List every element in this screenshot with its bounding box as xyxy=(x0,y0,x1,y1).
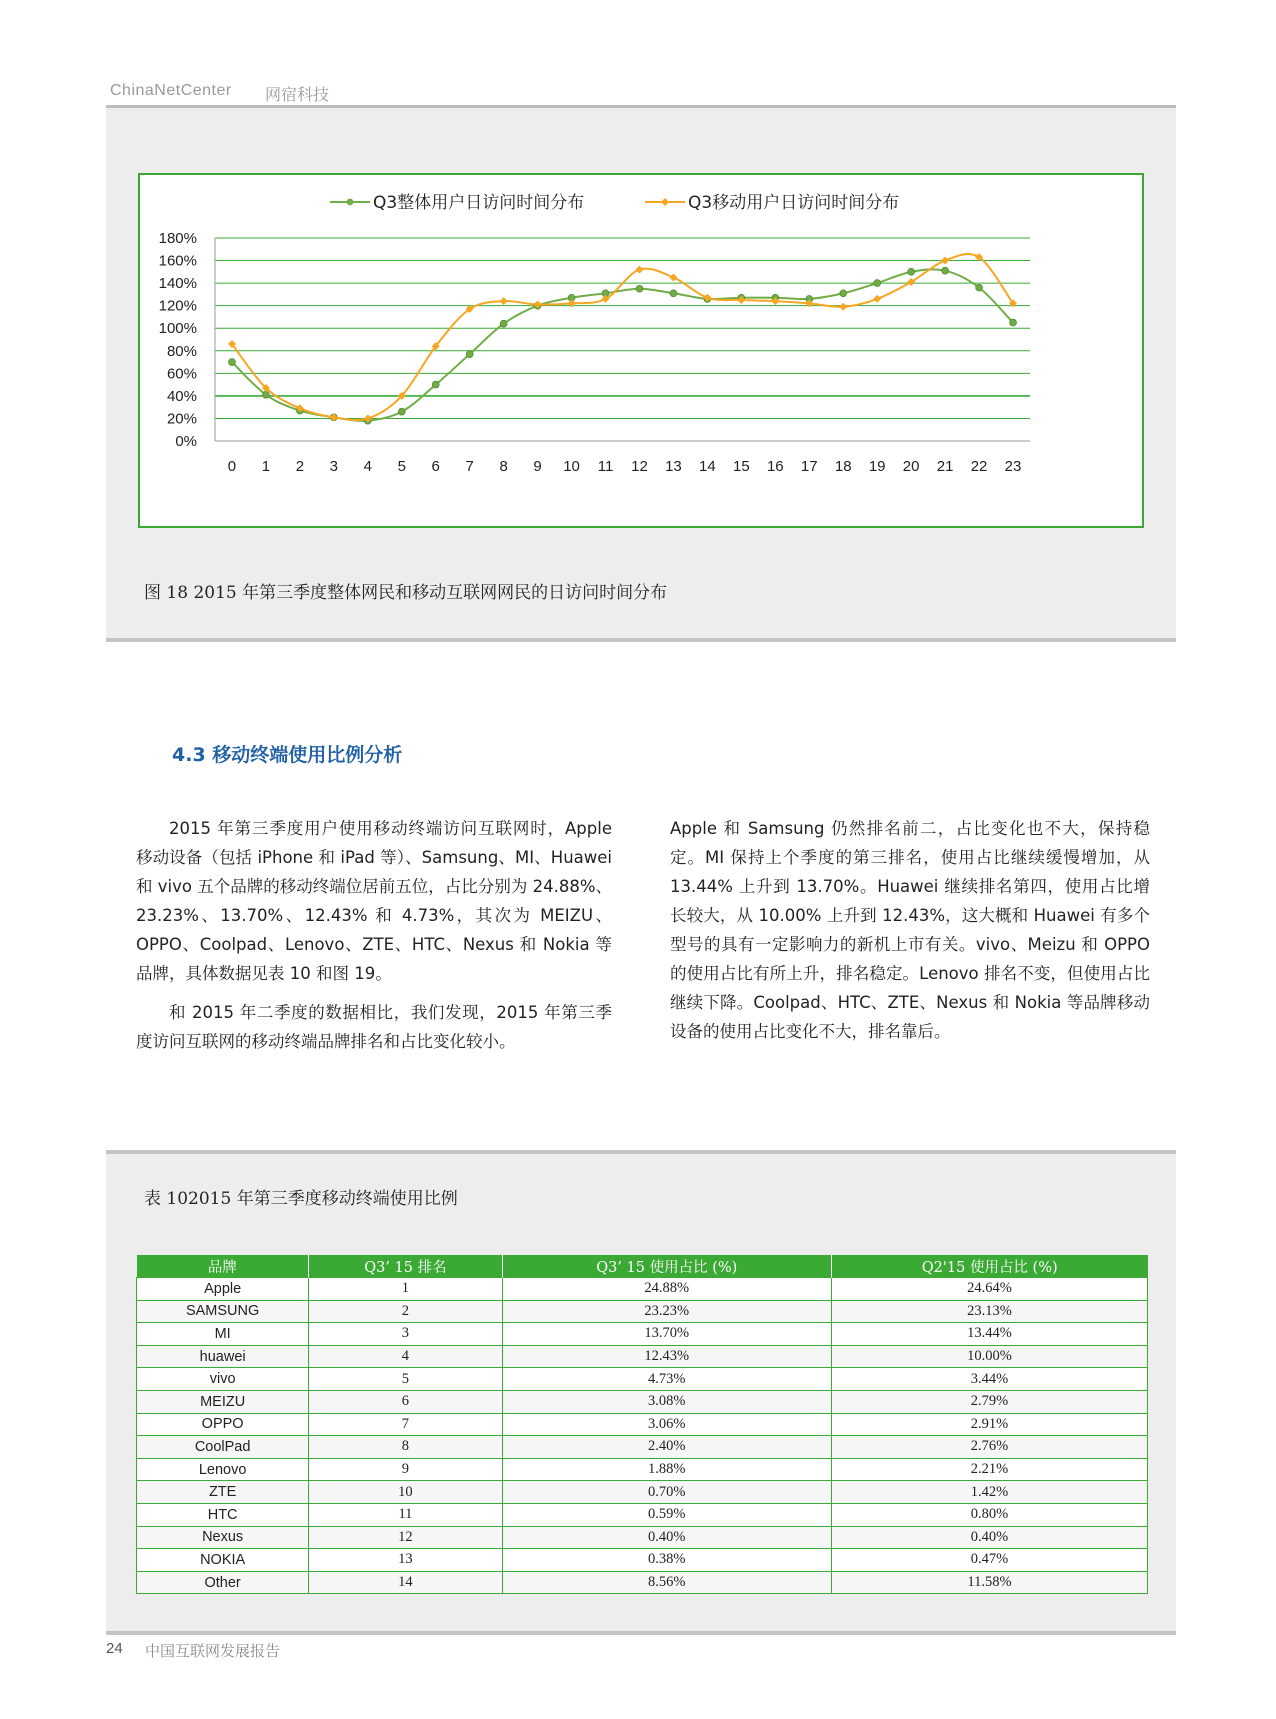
value-cell: 0.80% xyxy=(831,1503,1147,1526)
paragraph: Apple 和 Samsung 仍然排名前二，占比变化也不大，保持稳定。MI 保持上个季度的第三排名，使用占比继续缓慢增加，从 13.44% 上升到 13.70%。Huawei 继续排名第四，使用占比增长较大，从 10.00% 上升到 12.43%，这大概和 Huawei 有多个型号的具有一定影响力的新机上市有关。vivo、Meizu 和 OPPO 的使用占比有所上升，排名稳定。Lenovo 排名不变，但使用占比继续下降。Coolpad、HTC、ZTE、Nexus 和 Nokia 等品牌移动设备的使用占比变化不大，排名靠后。 xyxy=(670,819,1150,1041)
brand-cell: OPPO xyxy=(137,1413,309,1436)
line-chart xyxy=(138,173,1144,528)
value-cell: 10 xyxy=(309,1481,502,1504)
header-brand-en: ChinaNetCenter xyxy=(110,82,232,99)
x-tick-label: 19 xyxy=(868,458,886,475)
brand-cell: Other xyxy=(137,1571,309,1594)
value-cell: 13.70% xyxy=(502,1323,831,1346)
value-cell: 23.23% xyxy=(502,1300,831,1323)
footer-title: 中国互联网发展报告 xyxy=(145,1642,281,1660)
table-row xyxy=(137,1345,1148,1368)
value-cell: 0.38% xyxy=(502,1549,831,1572)
y-tick-label: 60% xyxy=(166,365,197,383)
value-cell: 2.40% xyxy=(502,1436,831,1459)
table-row xyxy=(137,1368,1148,1391)
value-cell: 6 xyxy=(309,1390,502,1413)
series-point xyxy=(976,284,983,291)
series-point xyxy=(466,351,473,358)
x-tick-label: 18 xyxy=(834,458,852,475)
series-point xyxy=(636,285,643,292)
value-cell: 24.88% xyxy=(502,1278,831,1301)
value-cell: 13 xyxy=(309,1549,502,1572)
value-cell: 13.44% xyxy=(831,1323,1147,1346)
table-row xyxy=(137,1526,1148,1549)
table-caption: 表 102015 年第三季度移动终端使用比例 xyxy=(144,1189,458,1209)
x-tick-label: 1 xyxy=(261,458,271,475)
value-cell: 12 xyxy=(309,1526,502,1549)
value-cell: 2.21% xyxy=(831,1458,1147,1481)
header-cell: Q3’ 15 使用占比 (%) xyxy=(502,1255,831,1278)
series-point xyxy=(229,359,236,366)
series-line xyxy=(232,269,1013,421)
y-tick-label: 80% xyxy=(166,342,197,360)
legend-label: Q3整体用户日访问时间分布 xyxy=(373,193,585,213)
y-tick-label: 0% xyxy=(175,433,197,450)
y-tick-label: 100% xyxy=(158,320,197,338)
table-row xyxy=(137,1436,1148,1459)
y-tick-label: 180% xyxy=(158,230,197,247)
value-cell: 0.47% xyxy=(831,1549,1147,1572)
legend-swatch-marker xyxy=(661,198,669,206)
x-tick-label: 14 xyxy=(699,458,716,475)
x-tick-label: 2 xyxy=(295,458,305,475)
series-point xyxy=(941,257,949,265)
value-cell: 2.79% xyxy=(831,1390,1147,1413)
value-cell: 24.64% xyxy=(831,1278,1147,1301)
value-cell: 7 xyxy=(309,1413,502,1436)
value-cell: 3.06% xyxy=(502,1413,831,1436)
value-cell: 12.43% xyxy=(502,1345,831,1368)
header-brand-cn: 网宿科技 xyxy=(265,85,330,104)
table-header-row xyxy=(137,1255,1148,1278)
brand-cell: HTC xyxy=(137,1503,309,1526)
series-point xyxy=(500,320,507,327)
brand-cell: Lenovo xyxy=(137,1458,309,1481)
x-tick-label: 12 xyxy=(631,458,648,475)
brand-cell: ZTE xyxy=(137,1481,309,1504)
table-panel xyxy=(106,1150,1176,1635)
x-tick-label: 10 xyxy=(563,458,580,475)
brand-cell: huawei xyxy=(137,1345,309,1368)
table-row xyxy=(137,1571,1148,1594)
table-row xyxy=(137,1413,1148,1436)
series-point xyxy=(568,299,576,307)
x-tick-label: 6 xyxy=(431,458,440,475)
value-cell: 1.42% xyxy=(831,1481,1147,1504)
table-row xyxy=(137,1390,1148,1413)
series-point xyxy=(908,268,915,275)
figure-caption: 图 18 2015 年第三季度整体网民和移动互联网网民的日访问时间分布 xyxy=(144,583,668,603)
header-cell: Q2'15 使用占比 (%) xyxy=(831,1255,1147,1278)
brand-cell: MI xyxy=(137,1323,309,1346)
value-cell: 2.91% xyxy=(831,1413,1147,1436)
value-cell: 8 xyxy=(309,1436,502,1459)
header-cell: 品牌 xyxy=(137,1255,309,1278)
value-cell: 5 xyxy=(309,1368,502,1391)
figure-panel xyxy=(106,108,1176,642)
value-cell: 8.56% xyxy=(502,1571,831,1594)
brand-cell: CoolPad xyxy=(137,1436,309,1459)
series-point xyxy=(1010,319,1017,326)
series-point xyxy=(432,381,439,388)
value-cell: 3.44% xyxy=(831,1368,1147,1391)
series-point xyxy=(670,290,677,297)
x-tick-label: 4 xyxy=(363,458,372,475)
series-point xyxy=(873,295,881,303)
series-point xyxy=(669,273,677,281)
series-point xyxy=(398,408,405,415)
paragraph: 和 2015 年二季度的数据相比，我们发现，2015 年第三季度访问互联网的移动终端品牌排名和占比变化较小。 xyxy=(136,1003,612,1051)
series-point xyxy=(500,297,508,305)
table-row xyxy=(137,1323,1148,1346)
value-cell: 4 xyxy=(309,1345,502,1368)
y-tick-label: 20% xyxy=(166,410,197,428)
x-tick-label: 13 xyxy=(665,458,682,475)
series-point xyxy=(839,303,847,311)
x-tick-label: 8 xyxy=(499,458,508,475)
x-tick-label: 23 xyxy=(1004,458,1022,475)
value-cell: 9 xyxy=(309,1458,502,1481)
series-point xyxy=(874,280,881,287)
value-cell: 2 xyxy=(309,1300,502,1323)
brand-cell: Apple xyxy=(137,1278,309,1301)
page-number: 24 xyxy=(106,1640,123,1657)
legend-label: Q3移动用户日访问时间分布 xyxy=(688,193,900,213)
legend-swatch-marker xyxy=(347,199,354,206)
value-cell: 11.58% xyxy=(831,1571,1147,1594)
y-tick-label: 120% xyxy=(158,297,197,315)
x-tick-label: 7 xyxy=(465,458,474,475)
chart-svg xyxy=(140,175,1142,526)
value-cell: 0.70% xyxy=(502,1481,831,1504)
x-tick-label: 3 xyxy=(329,458,339,475)
x-tick-label: 20 xyxy=(902,458,920,475)
value-cell: 11 xyxy=(309,1503,502,1526)
table-row xyxy=(137,1458,1148,1481)
table-row xyxy=(137,1503,1148,1526)
data-table xyxy=(136,1255,1148,1594)
table-row xyxy=(137,1278,1148,1301)
x-tick-label: 5 xyxy=(397,458,406,475)
value-cell: 1.88% xyxy=(502,1458,831,1481)
x-tick-label: 22 xyxy=(970,458,988,475)
value-cell: 0.59% xyxy=(502,1503,831,1526)
x-tick-label: 9 xyxy=(533,458,542,475)
x-tick-label: 11 xyxy=(597,458,614,475)
brand-cell: MEIZU xyxy=(137,1390,309,1413)
series-point xyxy=(263,391,270,398)
series-point xyxy=(840,290,847,297)
brand-cell: Nexus xyxy=(137,1526,309,1549)
brand-cell: SAMSUNG xyxy=(137,1300,309,1323)
section-title: 4.3 移动终端使用比例分析 xyxy=(172,744,403,766)
x-tick-label: 21 xyxy=(936,458,954,475)
value-cell: 3.08% xyxy=(502,1390,831,1413)
x-tick-label: 17 xyxy=(800,458,818,475)
body-column-left xyxy=(136,814,612,1066)
value-cell: 10.00% xyxy=(831,1345,1147,1368)
table-row xyxy=(137,1481,1148,1504)
table-row xyxy=(137,1300,1148,1323)
value-cell: 23.13% xyxy=(831,1300,1147,1323)
x-tick-label: 16 xyxy=(766,458,784,475)
body-column-right xyxy=(670,814,1150,1056)
value-cell: 0.40% xyxy=(502,1526,831,1549)
value-cell: 0.40% xyxy=(831,1526,1147,1549)
table-row xyxy=(137,1549,1148,1572)
series-point xyxy=(330,413,338,421)
y-tick-label: 40% xyxy=(166,387,197,405)
series-point xyxy=(635,266,643,274)
x-tick-label: 0 xyxy=(227,458,237,475)
header-cell: Q3’ 15 排名 xyxy=(309,1255,502,1278)
y-tick-label: 160% xyxy=(158,252,197,270)
series-point xyxy=(942,267,949,274)
x-tick-label: 15 xyxy=(733,458,750,475)
value-cell: 14 xyxy=(309,1571,502,1594)
y-tick-label: 140% xyxy=(158,275,197,293)
brand-cell: NOKIA xyxy=(137,1549,309,1572)
paragraph: 2015 年第三季度用户使用移动终端访问互联网时，Apple 移动设备（包括 iPhone 和 iPad 等）、Samsung、MI、Huawei 和 vivo 五个品牌的移动终端位居前五位，占比分别为 24.88%、23.23%、13.70%、12.43% 和 4.73%，其次为 MEIZU、OPPO、Coolpad、Lenovo、ZTE、HTC、Nexus 和 Nokia 等品牌，具体数据见表 10 和图 19。 xyxy=(136,819,612,983)
brand-cell: vivo xyxy=(137,1368,309,1391)
value-cell: 3 xyxy=(309,1323,502,1346)
value-cell: 2.76% xyxy=(831,1436,1147,1459)
value-cell: 4.73% xyxy=(502,1368,831,1391)
value-cell: 1 xyxy=(309,1278,502,1301)
